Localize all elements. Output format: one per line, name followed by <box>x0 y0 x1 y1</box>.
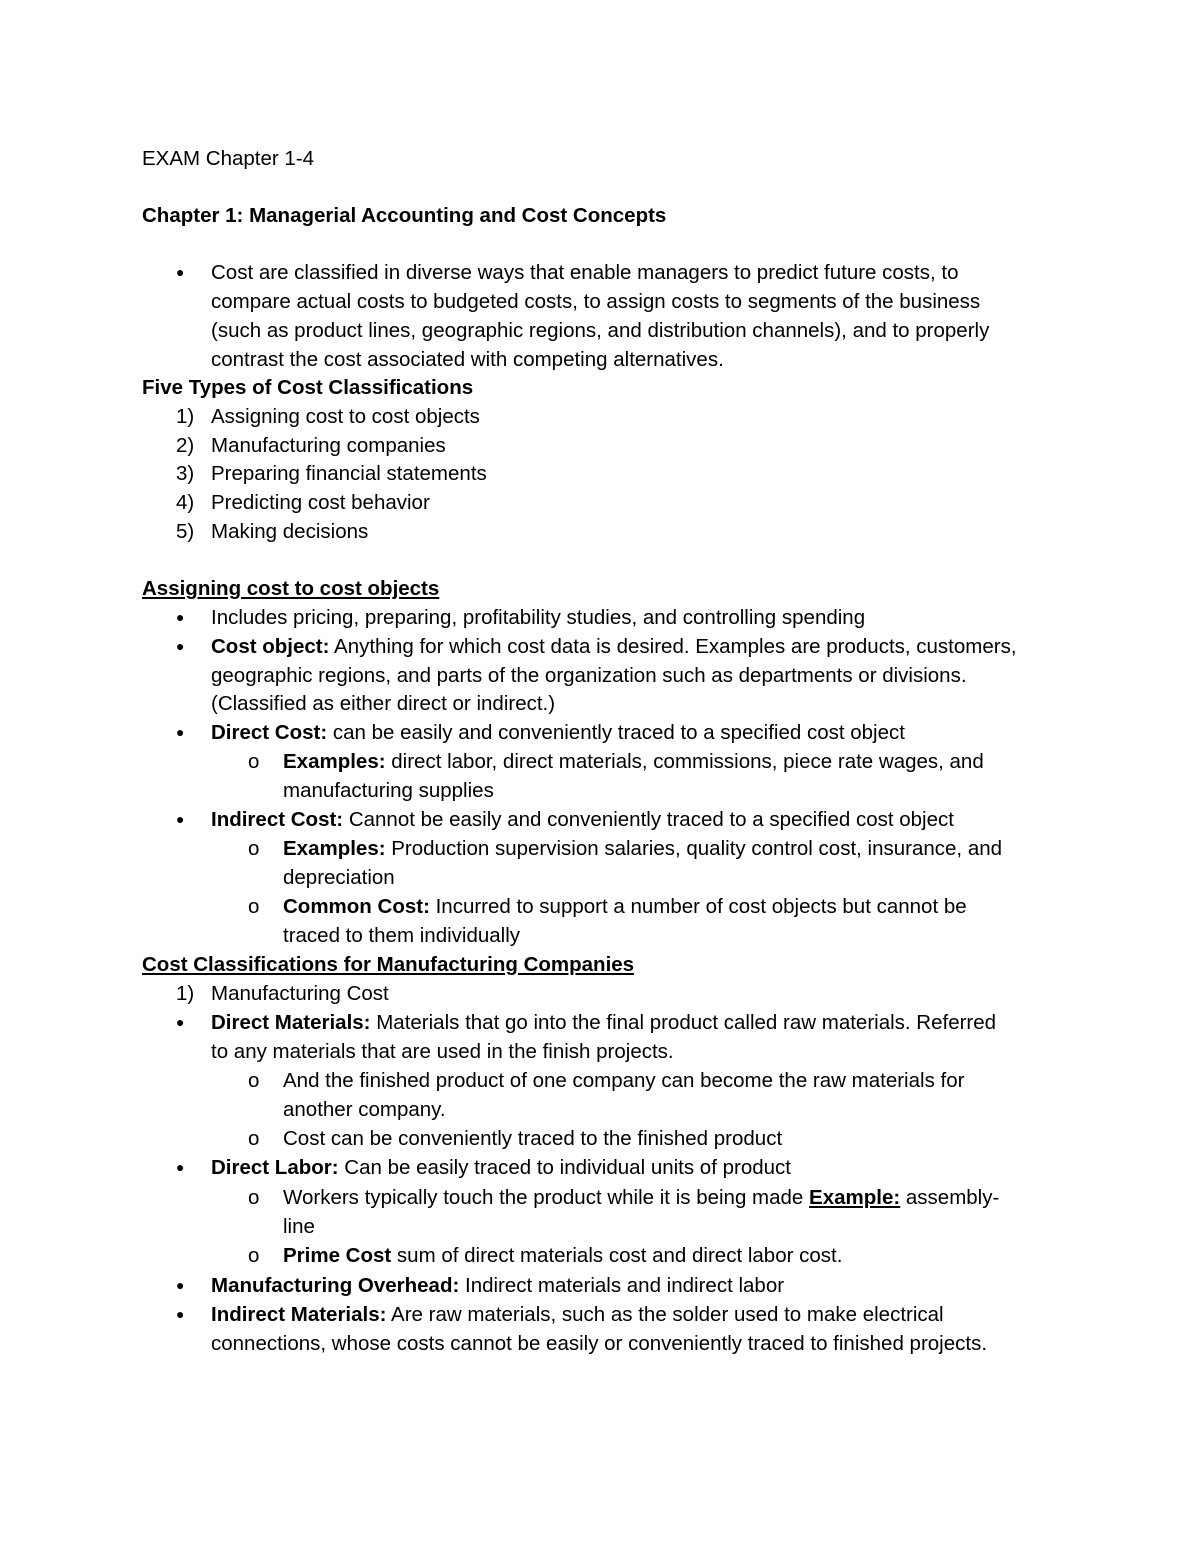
bullet-marker: ● <box>176 609 185 625</box>
bullet-text: Indirect Materials: Are raw materials, such as the solder used to make electrical <box>211 1303 944 1326</box>
sub-bullet-marker: o <box>248 1069 260 1092</box>
sub-bullet-text: And the finished product of one company can become the raw materials for <box>283 1069 965 1092</box>
five-types-heading: Five Types of Cost Classifications <box>142 376 474 399</box>
manufacturing-heading: Cost Classifications for Manufacturing Companies <box>142 953 635 976</box>
bullet-text: Indirect Cost: Cannot be easily and conveniently traced to a specified cost object <box>211 808 954 831</box>
sub-bullet-text: Workers typically touch the product while it is being made Example: assembly- <box>283 1186 1000 1209</box>
assigning-heading: Assigning cost to cost objects <box>142 577 440 600</box>
intro-line: contrast the cost associated with competing alternatives. <box>211 348 724 371</box>
list-item: Manufacturing companies <box>211 434 446 457</box>
sub-bullet-text: traced to them individually <box>283 924 521 947</box>
list-number: 2) <box>176 434 195 457</box>
bullet-text: Manufacturing Overhead: Indirect materials and indirect labor <box>211 1274 785 1297</box>
sub-bullet-text: Examples: Production supervision salaries, quality control cost, insurance, and <box>283 837 1003 860</box>
bullet-text: Direct Labor: Can be easily traced to individual units of product <box>211 1156 791 1179</box>
sub-bullet-text: Examples: direct labor, direct materials, commissions, piece rate wages, and <box>283 750 984 773</box>
sub-bullet-text: another company. <box>283 1098 446 1121</box>
sub-bullet-marker: o <box>248 1244 260 1267</box>
list-item: Making decisions <box>211 520 369 543</box>
list-number: 1) <box>176 405 195 428</box>
sub-bullet-marker: o <box>248 837 260 860</box>
bullet-text: geographic regions, and parts of the organization such as departments or divisions. <box>211 664 967 687</box>
sub-bullet-text: Common Cost: Incurred to support a number of cost objects but cannot be <box>283 895 967 918</box>
bullet-marker: ● <box>176 264 185 280</box>
list-item: Manufacturing Cost <box>211 982 389 1005</box>
bullet-text: (Classified as either direct or indirect.) <box>211 692 556 715</box>
bullet-text: Cost object: Anything for which cost data is desired. Examples are products, customers, <box>211 635 1017 658</box>
intro-line: (such as product lines, geographic regions, and distribution channels), and to properly <box>211 319 990 342</box>
bullet-marker: ● <box>176 724 185 740</box>
chapter-title: Chapter 1: Managerial Accounting and Cost Concepts <box>142 204 667 227</box>
sub-bullet-text: manufacturing supplies <box>283 779 494 802</box>
document-title: EXAM Chapter 1-4 <box>142 147 315 170</box>
bullet-text: Direct Materials: Materials that go into the final product called raw materials. Referred <box>211 1011 997 1034</box>
bullet-text: to any materials that are used in the finish projects. <box>211 1040 674 1063</box>
bullet-marker: ● <box>176 1306 185 1322</box>
sub-bullet-text: Prime Cost sum of direct materials cost and direct labor cost. <box>283 1244 843 1267</box>
bullet-marker: ● <box>176 1159 185 1175</box>
list-number: 4) <box>176 491 195 514</box>
sub-bullet-text: Cost can be conveniently traced to the finished product <box>283 1127 783 1150</box>
bullet-text: Includes pricing, preparing, profitability studies, and controlling spending <box>211 606 866 629</box>
list-number: 1) <box>176 982 195 1005</box>
intro-line: Cost are classified in diverse ways that enable managers to predict future costs, to <box>211 261 959 284</box>
bullet-text: Direct Cost: can be easily and conveniently traced to a specified cost object <box>211 721 905 744</box>
sub-bullet-text: line <box>283 1215 315 1238</box>
bullet-marker: ● <box>176 1277 185 1293</box>
list-item: Predicting cost behavior <box>211 491 430 514</box>
list-item: Assigning cost to cost objects <box>211 405 480 428</box>
bullet-marker: ● <box>176 811 185 827</box>
list-item: Preparing financial statements <box>211 462 487 485</box>
bullet-marker: ● <box>176 1014 185 1030</box>
list-number: 5) <box>176 520 195 543</box>
sub-bullet-text: depreciation <box>283 866 395 889</box>
sub-bullet-marker: o <box>248 1186 260 1209</box>
sub-bullet-marker: o <box>248 1127 260 1150</box>
list-number: 3) <box>176 462 195 485</box>
sub-bullet-marker: o <box>248 895 260 918</box>
intro-line: compare actual costs to budgeted costs, to assign costs to segments of the business <box>211 290 981 313</box>
sub-bullet-marker: o <box>248 750 260 773</box>
bullet-marker: ● <box>176 638 185 654</box>
bullet-text: connections, whose costs cannot be easily or conveniently traced to finished projects. <box>211 1332 988 1355</box>
